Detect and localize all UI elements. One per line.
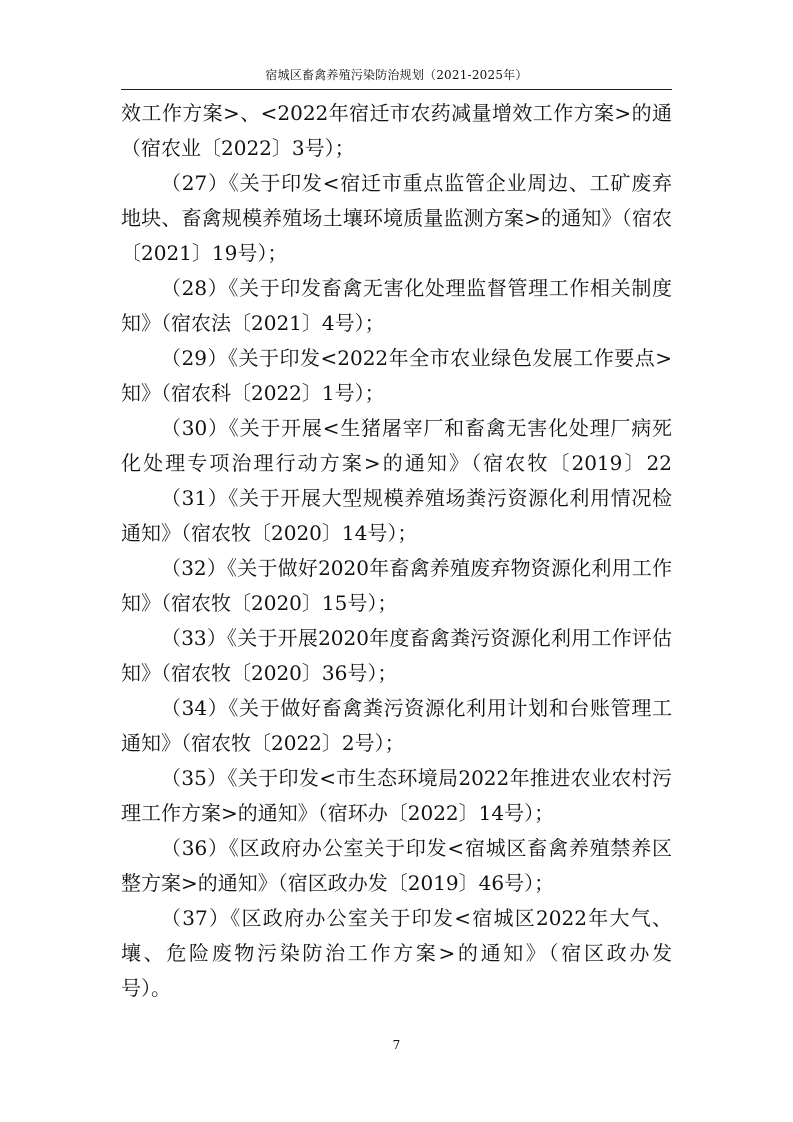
list-item-37-line-3: 号）。	[121, 976, 171, 1000]
list-item-27-line-3: 〔2021〕19号）；	[121, 241, 288, 265]
list-item-29-line-1: （29）《关于印发<2022年全市农业绿色发展工作要点>	[161, 346, 672, 370]
document-body	[121, 96, 672, 1006]
list-item-36-line-2: 整方案>的通知》（宿区政办发〔2019〕46号）；	[121, 871, 555, 895]
list-item-32-line-1: （32）《关于做好2020年畜禽养殖废弃物资源化利用工作	[161, 556, 672, 580]
list-item-27-line-2: 地块、畜禽规模养殖场土壤环境质量监测方案>的通知》（宿农	[121, 206, 672, 230]
list-item-35-line-1: （35）《关于印发<市生态环境局2022年推进农业农村污	[161, 766, 672, 790]
list-item-31-line-2: 通知》（宿农牧〔2020〕14号）；	[121, 521, 418, 545]
text-line: （宿农业〔2022〕3号）；	[121, 136, 355, 160]
page-number: 7	[392, 1038, 401, 1052]
running-header: 宿城区畜禽养殖污染防治规划（2021-2025年）	[121, 66, 672, 90]
text-line: 效工作方案>、<2022年宿迁市农药减量增效工作方案>的通	[121, 101, 672, 125]
list-item-36-line-1: （36）《区政府办公室关于印发<宿城区畜禽养殖禁养区	[161, 836, 672, 860]
list-item-31-line-1: （31）《关于开展大型规模养殖场粪污资源化利用情况检	[161, 486, 672, 510]
list-item-34-line-2: 通知》（宿农牧〔2022〕2号）；	[121, 731, 405, 755]
list-item-30-line-1: （30）《关于开展<生猪屠宰厂和畜禽无害化处理厂病死	[161, 416, 672, 440]
list-item-37-line-2: 壤、危险废物污染防治工作方案>的通知》（宿区政办发	[121, 941, 672, 965]
list-item-35-line-2: 理工作方案>的通知》（宿环办〔2022〕14号）；	[121, 801, 555, 825]
list-item-28-line-1: （28）《关于印发畜禽无害化处理监督管理工作相关制度	[161, 276, 672, 300]
list-item-27-line-1: （27）《关于印发<宿迁市重点监管企业周边、工矿废弃	[161, 171, 672, 195]
list-item-30-line-2: 化处理专项治理行动方案>的通知》（宿农牧〔2019〕22	[121, 451, 672, 475]
list-item-33-line-1: （33）《关于开展2020年度畜禽粪污资源化利用工作评估	[161, 626, 672, 650]
list-item-28-line-2: 知》（宿农法〔2021〕4号）；	[121, 311, 385, 335]
list-item-29-line-2: 知》（宿农科〔2022〕1号）；	[121, 381, 385, 405]
list-item-34-line-1: （34）《关于做好畜禽粪污资源化利用计划和台账管理工	[161, 696, 672, 720]
list-item-33-line-2: 知》（宿农牧〔2020〕36号）；	[121, 661, 398, 685]
list-item-37-line-1: （37）《区政府办公室关于印发<宿城区2022年大气、	[161, 906, 672, 930]
list-item-32-line-2: 知》（宿农牧〔2020〕15号）；	[121, 591, 398, 615]
